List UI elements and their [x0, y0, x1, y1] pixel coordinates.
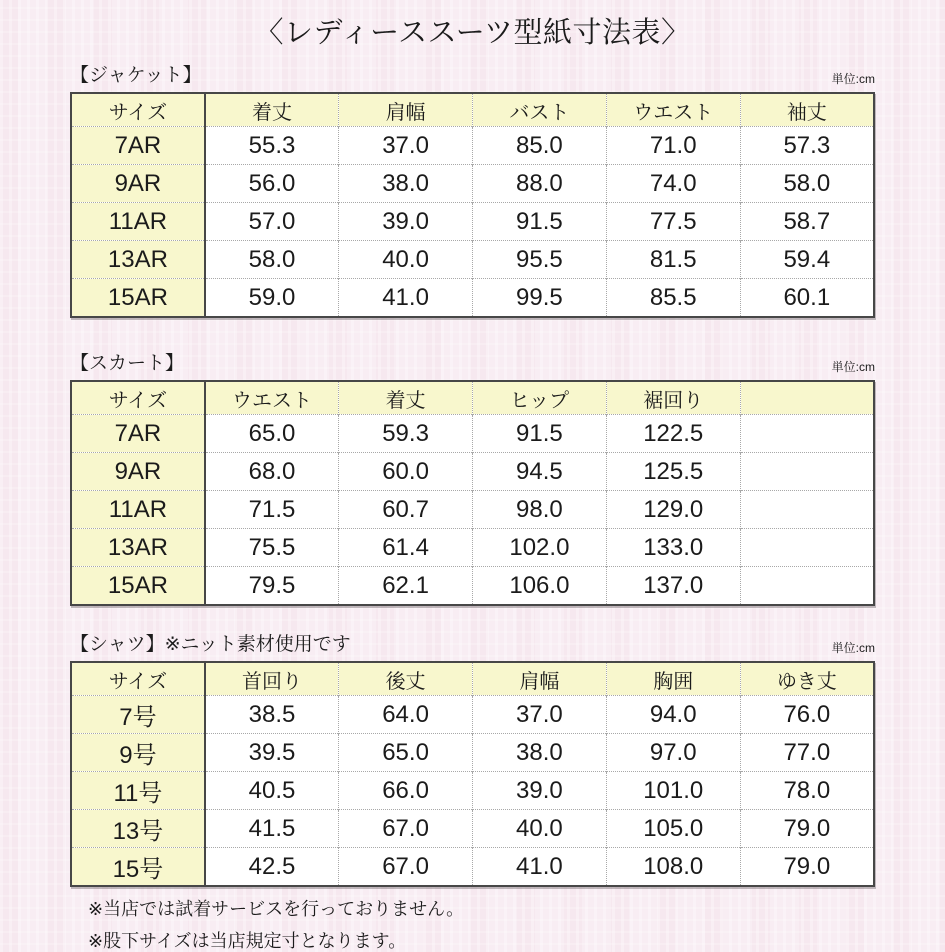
table-row	[71, 415, 874, 453]
section-label-skirt: 【スカート】	[70, 353, 185, 374]
size-cell: 9号	[71, 734, 205, 772]
measurement-cell	[740, 491, 874, 529]
measurement-cell: 55.3	[205, 127, 339, 165]
measurement-cell: 108.0	[606, 848, 740, 887]
measurement-cell: 77.0	[740, 734, 874, 772]
measurement-cell: 60.0	[339, 453, 473, 491]
column-header	[740, 381, 874, 415]
column-header: ウエスト	[205, 381, 339, 415]
measurement-cell: 41.0	[472, 848, 606, 887]
table-row	[71, 696, 874, 734]
measurement-cell: 81.5	[606, 241, 740, 279]
measurement-cell	[740, 567, 874, 606]
measurement-cell: 41.0	[339, 279, 473, 318]
table-row	[71, 203, 874, 241]
measurement-cell: 59.4	[740, 241, 874, 279]
measurement-cell: 56.0	[205, 165, 339, 203]
measurement-cell: 38.0	[339, 165, 473, 203]
measurement-cell	[740, 415, 874, 453]
measurement-cell: 38.5	[205, 696, 339, 734]
measurement-cell: 95.5	[472, 241, 606, 279]
measurement-cell: 94.0	[606, 696, 740, 734]
column-header: ウエスト	[606, 93, 740, 127]
column-header: バスト	[472, 93, 606, 127]
column-header: 胸囲	[606, 662, 740, 696]
table-row	[71, 810, 874, 848]
measurement-cell: 59.0	[205, 279, 339, 318]
column-header: サイズ	[71, 381, 205, 415]
table-row	[71, 491, 874, 529]
measurement-cell: 129.0	[606, 491, 740, 529]
table-row	[71, 241, 874, 279]
measurement-cell: 75.5	[205, 529, 339, 567]
measurement-cell: 102.0	[472, 529, 606, 567]
measurement-cell: 59.3	[339, 415, 473, 453]
footnote-no-fitting: ※当店では試着サービスを行っておりません。	[88, 899, 465, 919]
measurement-cell: 91.5	[472, 415, 606, 453]
unit-label: 単位:cm	[831, 72, 875, 86]
unit-label: 単位:cm	[831, 641, 875, 655]
header-row	[71, 662, 874, 696]
size-cell: 13AR	[71, 241, 205, 279]
measurement-cell: 79.0	[740, 810, 874, 848]
skirt-size-table	[70, 380, 875, 606]
header-row	[71, 381, 874, 415]
size-cell: 7AR	[71, 415, 205, 453]
column-header: 後丈	[339, 662, 473, 696]
table-row	[71, 279, 874, 318]
measurement-cell: 122.5	[606, 415, 740, 453]
measurement-cell: 105.0	[606, 810, 740, 848]
measurement-cell: 39.5	[205, 734, 339, 772]
measurement-cell: 77.5	[606, 203, 740, 241]
measurement-cell: 65.0	[205, 415, 339, 453]
measurement-cell: 61.4	[339, 529, 473, 567]
measurement-cell: 137.0	[606, 567, 740, 606]
size-cell: 11AR	[71, 491, 205, 529]
section-header	[70, 633, 875, 657]
column-header: 裾回り	[606, 381, 740, 415]
section-label-jacket: 【ジャケット】	[70, 65, 202, 86]
measurement-cell: 39.0	[339, 203, 473, 241]
size-cell: 13AR	[71, 529, 205, 567]
measurement-cell: 133.0	[606, 529, 740, 567]
measurement-cell: 57.0	[205, 203, 339, 241]
table-row	[71, 567, 874, 606]
measurement-cell: 85.5	[606, 279, 740, 318]
measurement-cell	[740, 453, 874, 491]
section-skirt	[70, 352, 875, 606]
measurement-cell: 60.1	[740, 279, 874, 318]
measurement-cell: 85.0	[472, 127, 606, 165]
column-header: ゆき丈	[740, 662, 874, 696]
measurement-cell: 97.0	[606, 734, 740, 772]
measurement-cell	[740, 529, 874, 567]
column-header: サイズ	[71, 662, 205, 696]
measurement-cell: 67.0	[339, 810, 473, 848]
measurement-cell: 62.1	[339, 567, 473, 606]
section-label-shirt: 【シャツ】※ニット素材使用です	[70, 634, 351, 655]
measurement-cell: 58.7	[740, 203, 874, 241]
measurement-cell: 71.0	[606, 127, 740, 165]
column-header: サイズ	[71, 93, 205, 127]
measurement-cell: 58.0	[205, 241, 339, 279]
measurement-cell: 57.3	[740, 127, 874, 165]
measurement-cell: 125.5	[606, 453, 740, 491]
table-row	[71, 848, 874, 887]
measurement-cell: 74.0	[606, 165, 740, 203]
table-row	[71, 734, 874, 772]
column-header: 袖丈	[740, 93, 874, 127]
measurement-cell: 40.0	[472, 810, 606, 848]
size-cell: 13号	[71, 810, 205, 848]
measurement-cell: 38.0	[472, 734, 606, 772]
footnotes	[88, 899, 945, 952]
measurement-cell: 67.0	[339, 848, 473, 887]
column-header: 首回り	[205, 662, 339, 696]
header-row	[71, 93, 874, 127]
table-row	[71, 127, 874, 165]
measurement-cell: 94.5	[472, 453, 606, 491]
section-shirt	[70, 633, 875, 887]
shirt-size-table	[70, 661, 875, 887]
size-cell: 11AR	[71, 203, 205, 241]
size-cell: 11号	[71, 772, 205, 810]
column-header: 着丈	[339, 381, 473, 415]
size-cell: 15号	[71, 848, 205, 887]
page-title: 〈レディーススーツ型紙寸法表〉	[254, 17, 691, 49]
measurement-cell: 37.0	[472, 696, 606, 734]
measurement-cell: 88.0	[472, 165, 606, 203]
jacket-size-table	[70, 92, 875, 318]
table-row	[71, 772, 874, 810]
table-row	[71, 453, 874, 491]
measurement-cell: 99.5	[472, 279, 606, 318]
measurement-cell: 66.0	[339, 772, 473, 810]
measurement-cell: 91.5	[472, 203, 606, 241]
footnote-inseam: ※股下サイズは当店規定寸となります。	[88, 931, 407, 951]
size-cell: 7号	[71, 696, 205, 734]
measurement-cell: 40.0	[339, 241, 473, 279]
section-header	[70, 64, 875, 88]
measurement-cell: 106.0	[472, 567, 606, 606]
table-row	[71, 529, 874, 567]
unit-label: 単位:cm	[831, 360, 875, 374]
column-header: 着丈	[205, 93, 339, 127]
measurement-cell: 68.0	[205, 453, 339, 491]
measurement-cell: 79.0	[740, 848, 874, 887]
section-header	[70, 352, 875, 376]
column-header: 肩幅	[472, 662, 606, 696]
measurement-cell: 42.5	[205, 848, 339, 887]
size-cell: 15AR	[71, 567, 205, 606]
size-cell: 15AR	[71, 279, 205, 318]
measurement-cell: 60.7	[339, 491, 473, 529]
measurement-cell: 64.0	[339, 696, 473, 734]
measurement-cell: 78.0	[740, 772, 874, 810]
size-cell: 9AR	[71, 453, 205, 491]
measurement-cell: 65.0	[339, 734, 473, 772]
measurement-cell: 58.0	[740, 165, 874, 203]
measurement-cell: 41.5	[205, 810, 339, 848]
measurement-cell: 37.0	[339, 127, 473, 165]
measurement-cell: 71.5	[205, 491, 339, 529]
table-row	[71, 165, 874, 203]
size-cell: 7AR	[71, 127, 205, 165]
section-jacket	[70, 64, 875, 318]
measurement-cell: 79.5	[205, 567, 339, 606]
size-cell: 9AR	[71, 165, 205, 203]
measurement-cell: 40.5	[205, 772, 339, 810]
column-header: 肩幅	[339, 93, 473, 127]
measurement-cell: 101.0	[606, 772, 740, 810]
measurement-cell: 39.0	[472, 772, 606, 810]
measurement-cell: 76.0	[740, 696, 874, 734]
measurement-cell: 98.0	[472, 491, 606, 529]
column-header: ヒップ	[472, 381, 606, 415]
